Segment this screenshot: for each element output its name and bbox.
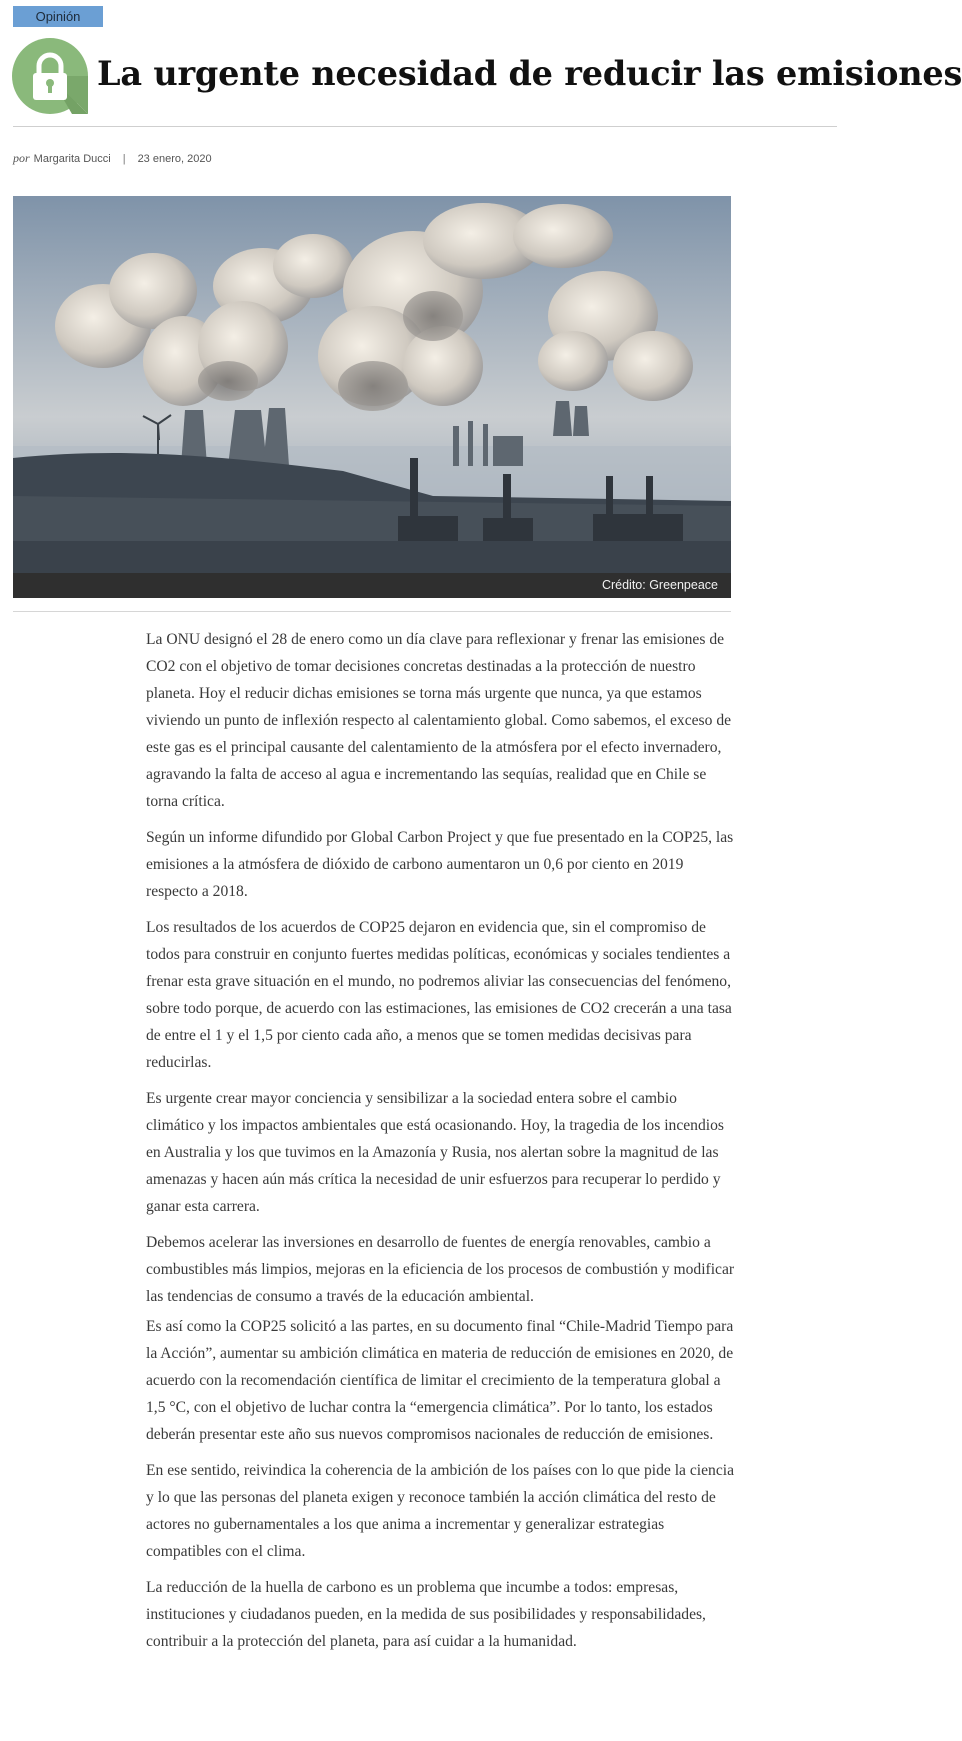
image-caption-bar	[13, 573, 731, 598]
paragraph-1: La ONU designó el 28 de enero como un día clave para reflexionar y frenar las emisiones de CO2 con el objetivo de tomar decisiones concretas destinadas a la protección de nuestro planeta. Hoy el reducir dichas emisiones se torna más urgente que nunca, ya que estamos viviendo un punto de inflexión respecto al calentamiento global. Como sabemos, el exceso de este gas es el principal causante del calentamiento de la atmósfera por el efecto invernadero, agravando la falta de acceso al agua e incrementando las sequías, realidad que en Chile se torna crítica.	[146, 631, 732, 810]
power-plant-illustration	[13, 196, 731, 598]
image-caption: Crédito: Greenpeace	[601, 578, 718, 592]
hero-image	[13, 196, 731, 598]
author-link[interactable]: Margarita Ducci	[33, 153, 111, 165]
lock-icon	[12, 38, 88, 114]
article-title: La urgente necesidad de reducir las emisiones	[97, 54, 962, 93]
image-divider	[13, 611, 731, 612]
publish-date: 23 enero, 2020	[137, 153, 212, 165]
paragraph-6: Es así como la COP25 solicitó a las partes, en su documento final “Chile-Madrid Tiempo para la Acción”, aumentar su ambición climática en materia de reducción de emisiones en 2020, de acuerdo con la recomendación científica de limitar el crecimiento de la temperatura global a 1,5 °C, con el objetivo de luchar contra la “emergencia climática”. Por lo tanto, los estados deberán presentar este año sus nuevos compromisos nacionales de reducción de emisiones.	[146, 1318, 734, 1443]
byline	[13, 151, 212, 166]
paragraph-5: Debemos acelerar las inversiones en desarrollo de fuentes de energía renovables, cambio a combustibles más limpios, mejoras en la eficiencia de los procesos de combustión y modificar las tendencias de consumo a través de la educación ambiental.	[146, 1234, 735, 1305]
title-divider	[13, 126, 837, 127]
paragraph-2: Según un informe difundido por Global Carbon Project y que fue presentado en la COP25, las emisiones a la atmósfera de dióxido de carbono aumentaron un 0,6 por ciento en 2019 respecto a 2018.	[146, 829, 734, 900]
paragraph-4: Es urgente crear mayor conciencia y sensibilizar a la sociedad entera sobre el cambio climático y los impactos ambientales que está ocasionando. Hoy, la tragedia de los incendios en Australia y los que tuvimos en la Amazonía y Rusia, nos alertan sobre la magnitud de las amenazas y hacen aún más crítica la necesidad de unir esfuerzos para recuperar lo perdido y ganar esta carrera.	[146, 1090, 724, 1215]
byline-prefix: por	[13, 151, 30, 165]
byline-separator: |	[122, 153, 126, 165]
category-tag[interactable]: Opinión	[13, 6, 103, 27]
paragraph-7: En ese sentido, reivindica la coherencia de la ambición de los países con lo que pide la ciencia y lo que las personas del planeta exigen y reconoce también la acción climática del resto de actores no gubernamentales a los que anima a incrementar y generalizar estrategias compatibles con el clima.	[146, 1462, 735, 1560]
paragraph-3: Los resultados de los acuerdos de COP25 dejaron en evidencia que, sin el compromiso de todos para construir en conjunto fuertes medidas políticas, económicas y sociales tendientes a frenar esta grave situación en el mundo, no podremos aliviar las consecuencias del fenómeno, sobre todo porque, de acuerdo con las estimaciones, las emisiones de CO2 crecerán a una tasa de entre el 1 y el 1,5 por ciento cada año, a menos que se tomen medidas decisivas para reducirlas.	[146, 919, 732, 1071]
article-body	[146, 626, 736, 1664]
paragraph-8: La reducción de la huella de carbono es un problema que incumbe a todos: empresas, instituciones y ciudadanos pueden, en la medida de sus posibilidades y responsabilidades, contribuir a la protección del planeta, para así cuidar a la humanidad.	[146, 1579, 706, 1650]
